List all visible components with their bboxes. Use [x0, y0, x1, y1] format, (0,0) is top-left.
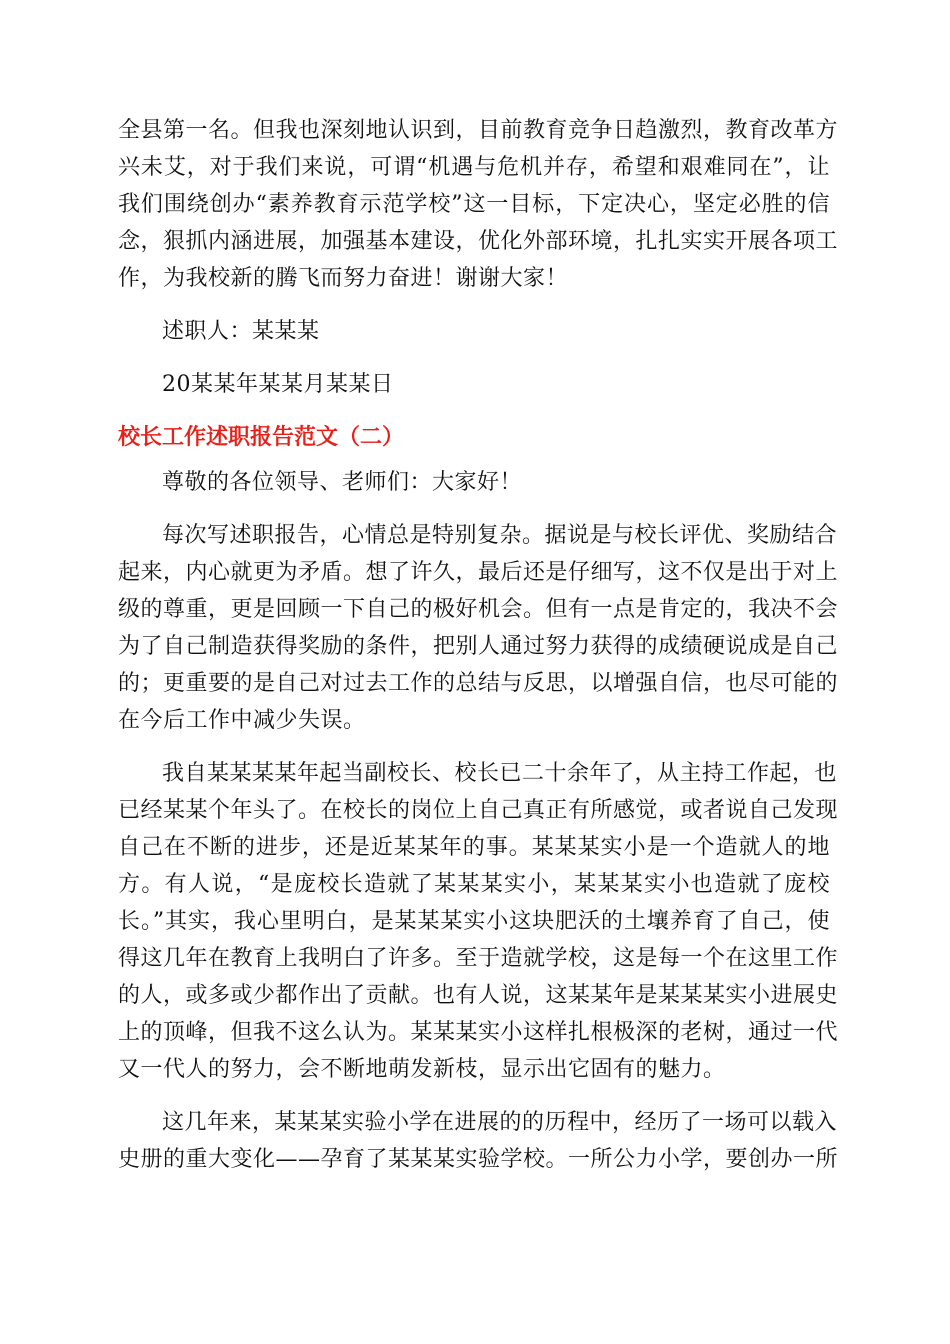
signature: 述职人：某某某 — [162, 319, 320, 344]
text-line: 每次写述职报告，心情总是特别复杂。据说是与校长评优、奖励结合 — [162, 523, 838, 548]
text-line: 级的尊重，更是回顾一下自己的极好机会。但有一点是肯定的，我决不会 — [118, 597, 839, 622]
text-line: 我们围绕创办“素养教育示范学校”这一目标，下定决心，坚定必胜的信 — [118, 192, 830, 217]
text-line: 全县第一名。但我也深刻地认识到，目前教育竞争日趋激烈，教育改革方 — [118, 118, 839, 143]
text-line: 已经某某个年头了。在校长的岗位上自己真正有所感觉，或者说自己发现 — [118, 798, 839, 823]
text-line: 起来，内心就更为矛盾。想了许久，最后还是仔细写，这不仅是出于对上 — [118, 560, 839, 585]
document-page — [118, 112, 839, 1178]
text-line: 念，狠抓内涵进展，加强基本建设，优化外部环境，扎扎实实开展各项工 — [118, 229, 839, 254]
text-line: 上的顶峰，但我不这么认为。某某某实小这样扎根极深的老树，通过一代 — [118, 1020, 839, 1045]
text-line: 的人，或多或少都作出了贡献。也有人说，这某某年是某某某实小进展史 — [118, 983, 839, 1008]
paragraph-3 — [118, 1104, 839, 1178]
paragraph-1 — [118, 517, 839, 739]
paragraph-2 — [118, 755, 839, 1088]
date: 20某某年某某月某某日 — [162, 372, 394, 397]
text-line: 为了自己制造获得奖励的条件，把别人通过努力获得的成绩硬说成是自己 — [118, 634, 839, 659]
text-line: 兴未艾，对于我们来说，可谓“机遇与危机并存，希望和艰难同在”，让 — [118, 155, 830, 180]
text-line: 在今后工作中减少失误。 — [118, 708, 366, 733]
text-line: 史册的重大变化——孕育了某某某实验学校。一所公力小学，要创办一所 — [118, 1147, 839, 1172]
text-line: 又一代人的努力，会不断地萌发新枝，显示出它固有的魅力。 — [118, 1057, 726, 1082]
greeting: 尊敬的各位领导、老师们：大家好！ — [162, 470, 523, 495]
section-heading: 校长工作述职报告范文（二） — [118, 425, 405, 450]
text-line: 长。”其实，我心里明白，是某某某实小这块肥沃的土壤养育了自己，使 — [118, 909, 830, 934]
text-line: 这几年来，某某某实验小学在进展的的历程中，经历了一场可以载入 — [162, 1110, 838, 1135]
text-line: 得这几年在教育上我明白了许多。至于造就学校，这是每一个在这里工作 — [118, 946, 839, 971]
text-line: 作，为我校新的腾飞而努力奋进！谢谢大家！ — [118, 266, 569, 291]
text-line: 我自某某某某年起当副校长、校长已二十余年了，从主持工作起，也 — [162, 761, 838, 786]
text-line: 方。有人说，“是庞校长造就了某某某实小，某某某实小也造就了庞校 — [118, 872, 830, 897]
intro-paragraph — [118, 112, 839, 297]
text-line: 自己在不断的进步，还是近某某年的事。某某某实小是一个造就人的地 — [118, 835, 830, 860]
text-line: 的；更重要的是自己对过去工作的总结与反思，以增强自信，也尽可能的 — [118, 671, 839, 696]
